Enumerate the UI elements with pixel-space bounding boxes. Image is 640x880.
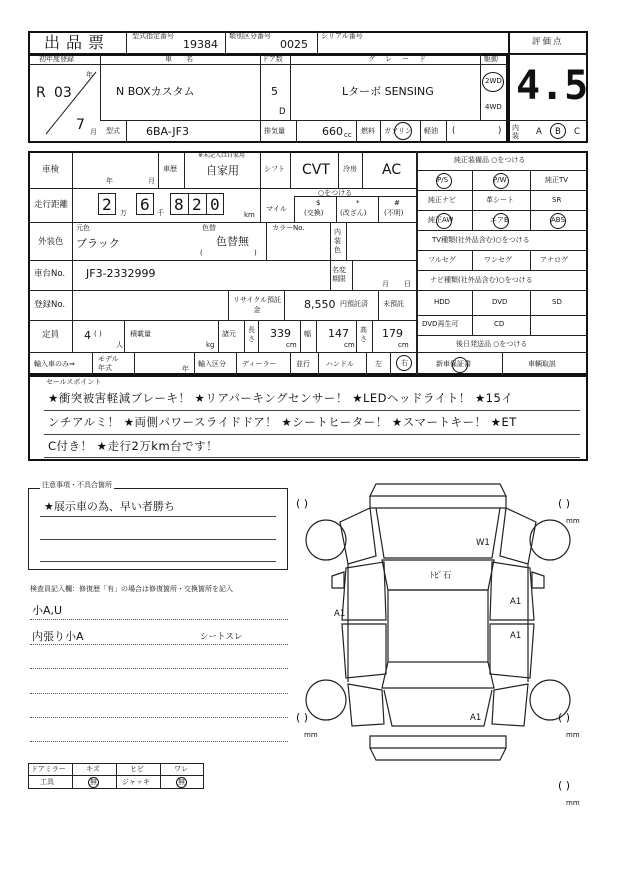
asterisk: *	[356, 199, 360, 207]
tv-one: ワンセグ	[484, 256, 512, 264]
tv-full: フルセグ	[428, 256, 456, 264]
serial-label: シリアル番号	[321, 32, 363, 40]
type-label: 型式	[106, 127, 120, 135]
diagram-mark-tobiishi: ﾄﾋﾞ石	[430, 571, 452, 581]
recycle-label: リサイクル預託金	[232, 296, 282, 314]
mileage-d2: 6	[140, 195, 150, 214]
tire-bracket-fl: ( )	[296, 497, 309, 510]
tire-mm-rr: mm	[566, 731, 580, 739]
sales-line-2: ンチアルミ！ ★両側パワースライドドア！ ★シートヒーター！ ★スマートキー！ ★ET	[48, 415, 517, 429]
year-value: 03	[54, 85, 72, 101]
equip-ps: P/S	[437, 176, 449, 184]
shift-value: CVT	[302, 162, 330, 178]
legend-h2: ヒビ	[130, 765, 144, 773]
height-unit: cm	[398, 341, 409, 349]
ac-value: AC	[382, 162, 402, 178]
handle-right: 右	[401, 359, 408, 367]
grade-label: グレード	[368, 55, 436, 63]
color-paren-close: )	[254, 249, 257, 257]
legend-h0: ドアミラー	[31, 765, 66, 773]
handle-label: ハンドル	[326, 360, 354, 368]
ac-label: 冷房	[343, 165, 357, 173]
year-unit: 年	[86, 71, 93, 79]
genuine-title: 純正装備品 ○をつける	[454, 156, 526, 164]
shaken-month-unit: 月	[148, 177, 155, 185]
notes-label: 注意事項・不具合箇所	[42, 481, 112, 489]
form-title: 出品票	[44, 33, 111, 52]
later-title: 後日発送品 ○をつける	[456, 340, 528, 348]
model-year-label: モデル年式	[98, 355, 119, 372]
capacity-unit: 人	[116, 341, 123, 349]
equip-sr: SR	[552, 196, 562, 204]
tire-bracket-rl: ( )	[296, 711, 309, 724]
interior-c: C	[574, 127, 580, 137]
height-label: 高さ	[360, 326, 367, 343]
color-label: 外装色	[38, 237, 64, 247]
first-reg-label: 初年度登録	[39, 55, 74, 63]
dealer: ディーラー	[242, 360, 277, 368]
mileage-label: 走行距離	[34, 200, 69, 210]
title-day-unit: 日	[404, 280, 411, 288]
tire-bracket-spare: ( )	[558, 779, 571, 792]
original-color-label: 元色	[76, 224, 90, 232]
mileage-d1: 2	[102, 195, 112, 214]
import-only: 輸入車のみ⇒	[34, 360, 75, 368]
mile-label: マイル	[266, 205, 287, 213]
dollar: $	[316, 199, 321, 207]
height-value: 179	[382, 327, 403, 340]
title-change-label: 名変期限	[332, 266, 346, 283]
diagram-mark-w1: W1	[476, 538, 490, 548]
length-unit: cm	[286, 341, 297, 349]
drive-label: 駆動	[484, 55, 498, 63]
insp-line-2b: シートスレ	[200, 632, 243, 642]
navi-dvd: DVD	[492, 298, 508, 306]
diagram-mark-a1-rear: A1	[470, 713, 482, 723]
navi-sd: SD	[552, 298, 562, 306]
load-label: 積載量	[130, 330, 151, 338]
legend-r1: 無	[90, 778, 97, 786]
interior-a: A	[536, 127, 542, 137]
equip-navi: 純正ナビ	[428, 196, 456, 204]
length-label: 長さ	[248, 326, 255, 343]
displacement-label: 排気量	[264, 127, 285, 135]
history-label: 車歴	[163, 165, 177, 173]
doors-value: 5	[271, 85, 278, 98]
legend-h3: ワレ	[174, 765, 188, 773]
mileage-d4: 2	[192, 195, 202, 214]
recycle-value: 8,550	[304, 298, 336, 311]
length-value: 339	[270, 327, 291, 340]
score-value: 4.5	[516, 63, 589, 109]
color-paren: (	[200, 249, 203, 257]
car-name: N BOXカスタム	[116, 85, 195, 98]
tire-bracket-rr: ( )	[558, 711, 571, 724]
mileage-unit: km	[244, 211, 255, 219]
capacity-paren: ( )	[94, 330, 102, 338]
shift-label: シフト	[264, 165, 285, 173]
legend-h1: キズ	[86, 765, 100, 773]
notes-line-1: ★展示車の為、早い者勝ち	[44, 500, 175, 513]
car-diagram	[288, 478, 588, 778]
header-frame	[28, 31, 588, 55]
equip-leather: 革シート	[486, 196, 514, 204]
paren-close: )	[498, 126, 502, 136]
insp-line-2a: 内張り小A	[32, 630, 84, 643]
doors-label: ドア数	[262, 55, 283, 63]
handle-left: 左	[375, 360, 382, 368]
tampered: (改ざん)	[340, 209, 367, 217]
legend-r2: ジャッキ	[122, 778, 150, 786]
inspector-label: 検査員記入欄：修復歴「有」の場合は修復箇所・交換箇所を記入	[30, 585, 233, 593]
color-code-label: 色替	[202, 224, 216, 232]
diagram-mark-a1-right-2: A1	[510, 631, 522, 641]
title-month-unit: 月	[382, 280, 389, 288]
legend-r0: 工具	[40, 778, 54, 786]
cert-label: 型式指定番号	[132, 32, 174, 40]
legend-r3: 無	[178, 778, 185, 786]
load-unit: kg	[206, 341, 215, 349]
displacement-value: 660	[322, 125, 343, 138]
color-no-label: カラーNo.	[272, 224, 305, 232]
interior-color-label: 内装色	[334, 228, 341, 254]
width-value: 147	[328, 327, 349, 340]
class-label: 類別区分番号	[229, 32, 271, 40]
mileage-u1: 万	[120, 209, 127, 217]
score-label: 評価点	[532, 37, 564, 47]
sales-line-3: C付き！ ★走行2万km台です！	[48, 439, 219, 453]
month-value: 7	[76, 117, 85, 133]
equip-abs: ABS	[551, 216, 565, 224]
width-unit: cm	[344, 341, 355, 349]
tire-mm-rl: mm	[304, 731, 318, 739]
later-manual: 車輌取説	[528, 360, 556, 368]
capacity-label: 定員	[42, 330, 60, 340]
fuel-gas: ガソリン	[384, 127, 412, 135]
grade-value: Lターボ SENSING	[342, 85, 434, 98]
import-type-label: 輸入区分	[198, 360, 226, 368]
sales-line-1: ★衝突被害軽減ブレーキ！ ★リアパーキングセンサー！ ★LEDヘッドライト！ ★15イ	[48, 391, 514, 405]
type-value: 6BA-JF3	[146, 125, 189, 138]
fuel-diesel: 軽油	[424, 127, 438, 135]
width-label: 幅	[304, 330, 311, 338]
mileage-d5: 0	[210, 195, 220, 214]
era: R	[36, 85, 46, 101]
exchange: (交換)	[304, 209, 324, 217]
fuel-label: 燃料	[361, 127, 375, 135]
interior-label: 内装	[512, 124, 519, 140]
equip-airbag: エアB	[490, 216, 509, 224]
navi-hdd: HDD	[434, 298, 451, 306]
circle-note: ○をつける	[318, 189, 353, 197]
reg-label: 登録No.	[34, 300, 66, 310]
equip-aw: 純正AW	[428, 216, 454, 224]
tire-mm-fr: mm	[566, 517, 580, 525]
equip-tv: 純正TV	[545, 176, 569, 184]
drive-4wd: 4WD	[485, 103, 502, 111]
dvd-cd: CD	[494, 320, 505, 328]
name-label: 車名	[165, 55, 207, 63]
unknown: (不明)	[384, 209, 404, 217]
tire-mm-spare: mm	[566, 799, 580, 807]
insp-line-1: 小A,U	[32, 604, 63, 617]
drive-2wd: 2WD	[485, 77, 502, 85]
shaken-label: 車検	[42, 165, 60, 175]
displacement-unit: cc	[344, 131, 352, 139]
shaken-year-unit: 年	[106, 177, 113, 185]
tv-analog: アナログ	[540, 256, 568, 264]
color-value: ブラック	[76, 237, 120, 250]
chassis-value: JF3-2332999	[86, 267, 156, 280]
navi-title: ナビ種類(社外品含む)○をつける	[430, 276, 533, 284]
mileage-u2: 千	[157, 209, 164, 217]
doors-type: D	[279, 107, 286, 117]
dvd-play: DVD再生可	[422, 320, 459, 328]
cert-value: 19384	[183, 38, 218, 51]
class-value: 0025	[280, 38, 308, 51]
recycle-deposited: 円預託済	[340, 300, 368, 308]
history-value: 自家用	[206, 164, 239, 177]
paren-open: (	[452, 126, 456, 136]
parallel: 並行	[296, 360, 310, 368]
recycle-not: 未預託	[383, 300, 404, 308]
mileage-d3: 8	[174, 195, 184, 214]
diagram-mark-a1-right-1: A1	[510, 597, 522, 607]
color-change-value: 色替無	[216, 235, 249, 248]
month-unit: 月	[90, 128, 97, 136]
chassis-label: 車台No.	[34, 269, 66, 279]
equip-pw: P/W	[493, 176, 507, 184]
hash: #	[394, 199, 400, 207]
tv-title: TV種類(社外品含む)○をつける	[432, 236, 530, 244]
later-warranty: 新車保証書	[436, 360, 471, 368]
model-year-unit: 年	[182, 365, 189, 373]
capacity-value: 4	[84, 329, 91, 342]
dims-label: 諸元	[222, 330, 236, 338]
diagram-mark-a1-left: A1	[334, 609, 346, 619]
history-note: ※未記入は自家用	[198, 152, 246, 159]
interior-b: B	[555, 127, 561, 137]
tire-bracket-fr: ( )	[558, 497, 571, 510]
sales-label: セールスポイント	[46, 378, 102, 386]
